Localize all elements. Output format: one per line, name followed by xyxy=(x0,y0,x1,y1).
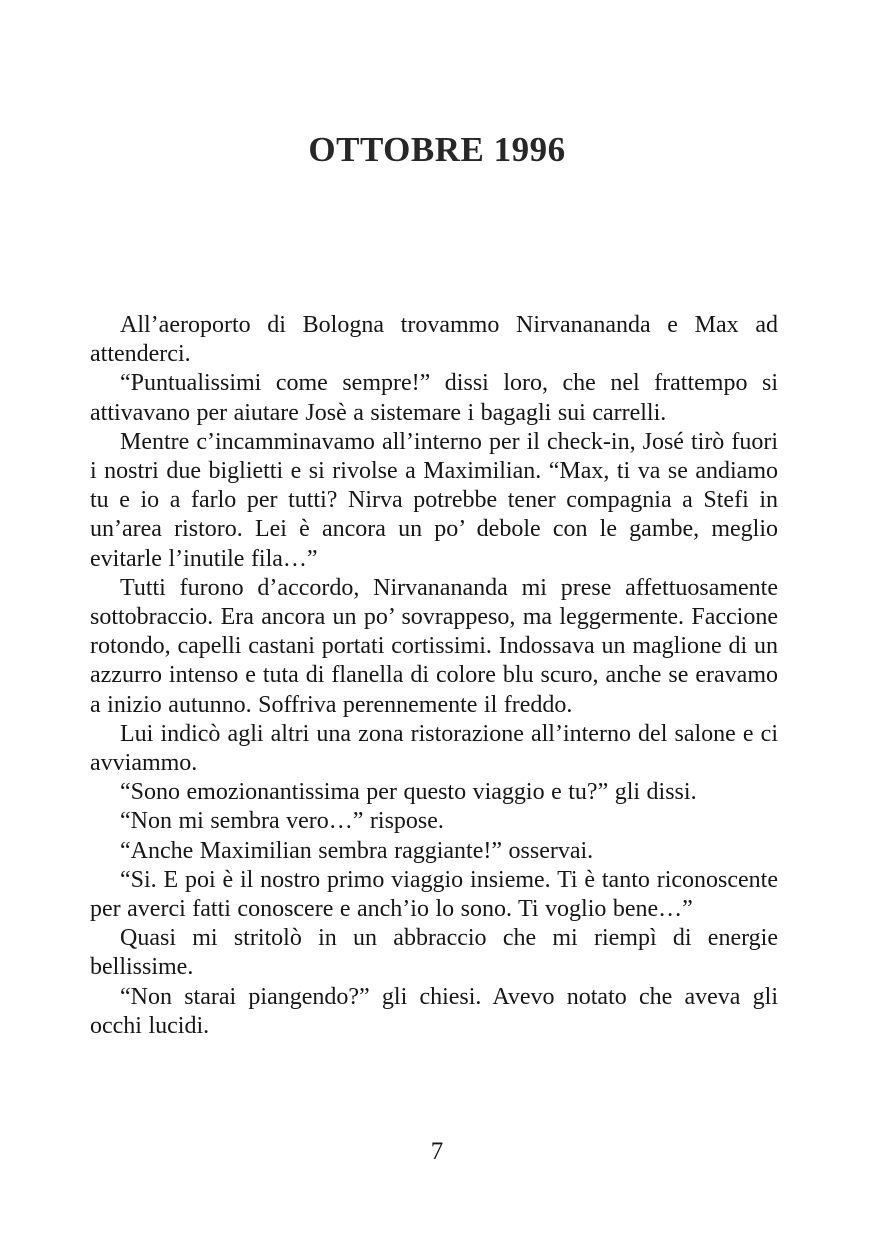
chapter-title: OTTOBRE 1996 xyxy=(308,130,566,169)
paragraph: All’aeroporto di Bologna trovammo Nirvanananda e Max ad attenderci. xyxy=(90,312,778,368)
paragraph: “Non mi sembra vero…” rispose. xyxy=(120,808,444,835)
body-text xyxy=(90,311,778,1041)
paragraph: “Anche Maximilian sembra raggiante!” osservai. xyxy=(120,837,594,864)
paragraph: “Sono emozionantissima per questo viaggio e tu?” gli dissi. xyxy=(120,779,697,806)
paragraph: “Si. E poi è il nostro primo viaggio insieme. Ti è tanto riconoscente per averci fatti conoscere e anch’io lo sono. Ti voglio bene…” xyxy=(90,866,778,923)
paragraph: Mentre c’incamminavamo all’interno per il check-in, José tirò fuori i nostri due biglietti e si rivolse a Maximilian. “Max, ti va se andiamo tu e io a farlo per tutti? Nirva potrebbe tener compagnia a Stefi in un’area ristoro. Lei è ancora un po’ debole con le gambe, meglio evitarle l’inutile fila…” xyxy=(90,428,778,572)
paragraph: Quasi mi stritolò in un abbraccio che mi riempì di energie bellissime. xyxy=(90,925,778,981)
paragraph: “Puntualissimi come sempre!” dissi loro, che nel frattempo si attivavano per aiutare Josè a sistemare i bagagli sui carrelli. xyxy=(90,370,778,426)
paragraph: Tutti furono d’accordo, Nirvanananda mi prese affettuosamente sottobraccio. Era ancora un po’ sovrappeso, ma leggermente. Faccione rotondo, capelli castani portati cortissimi. Indossava un maglione di un azzurro intenso e tuta di flanella di colore blu scuro, anche se eravamo a inizio autunno. Soffriva perennemente il freddo. xyxy=(90,574,778,718)
page-number: 7 xyxy=(430,1138,444,1165)
paragraph: “Non starai piangendo?” gli chiesi. Avevo notato che aveva gli occhi lucidi. xyxy=(90,983,778,1039)
paragraph: Lui indicò agli altri una zona ristorazione all’interno del salone e ci avviammo. xyxy=(90,720,778,777)
